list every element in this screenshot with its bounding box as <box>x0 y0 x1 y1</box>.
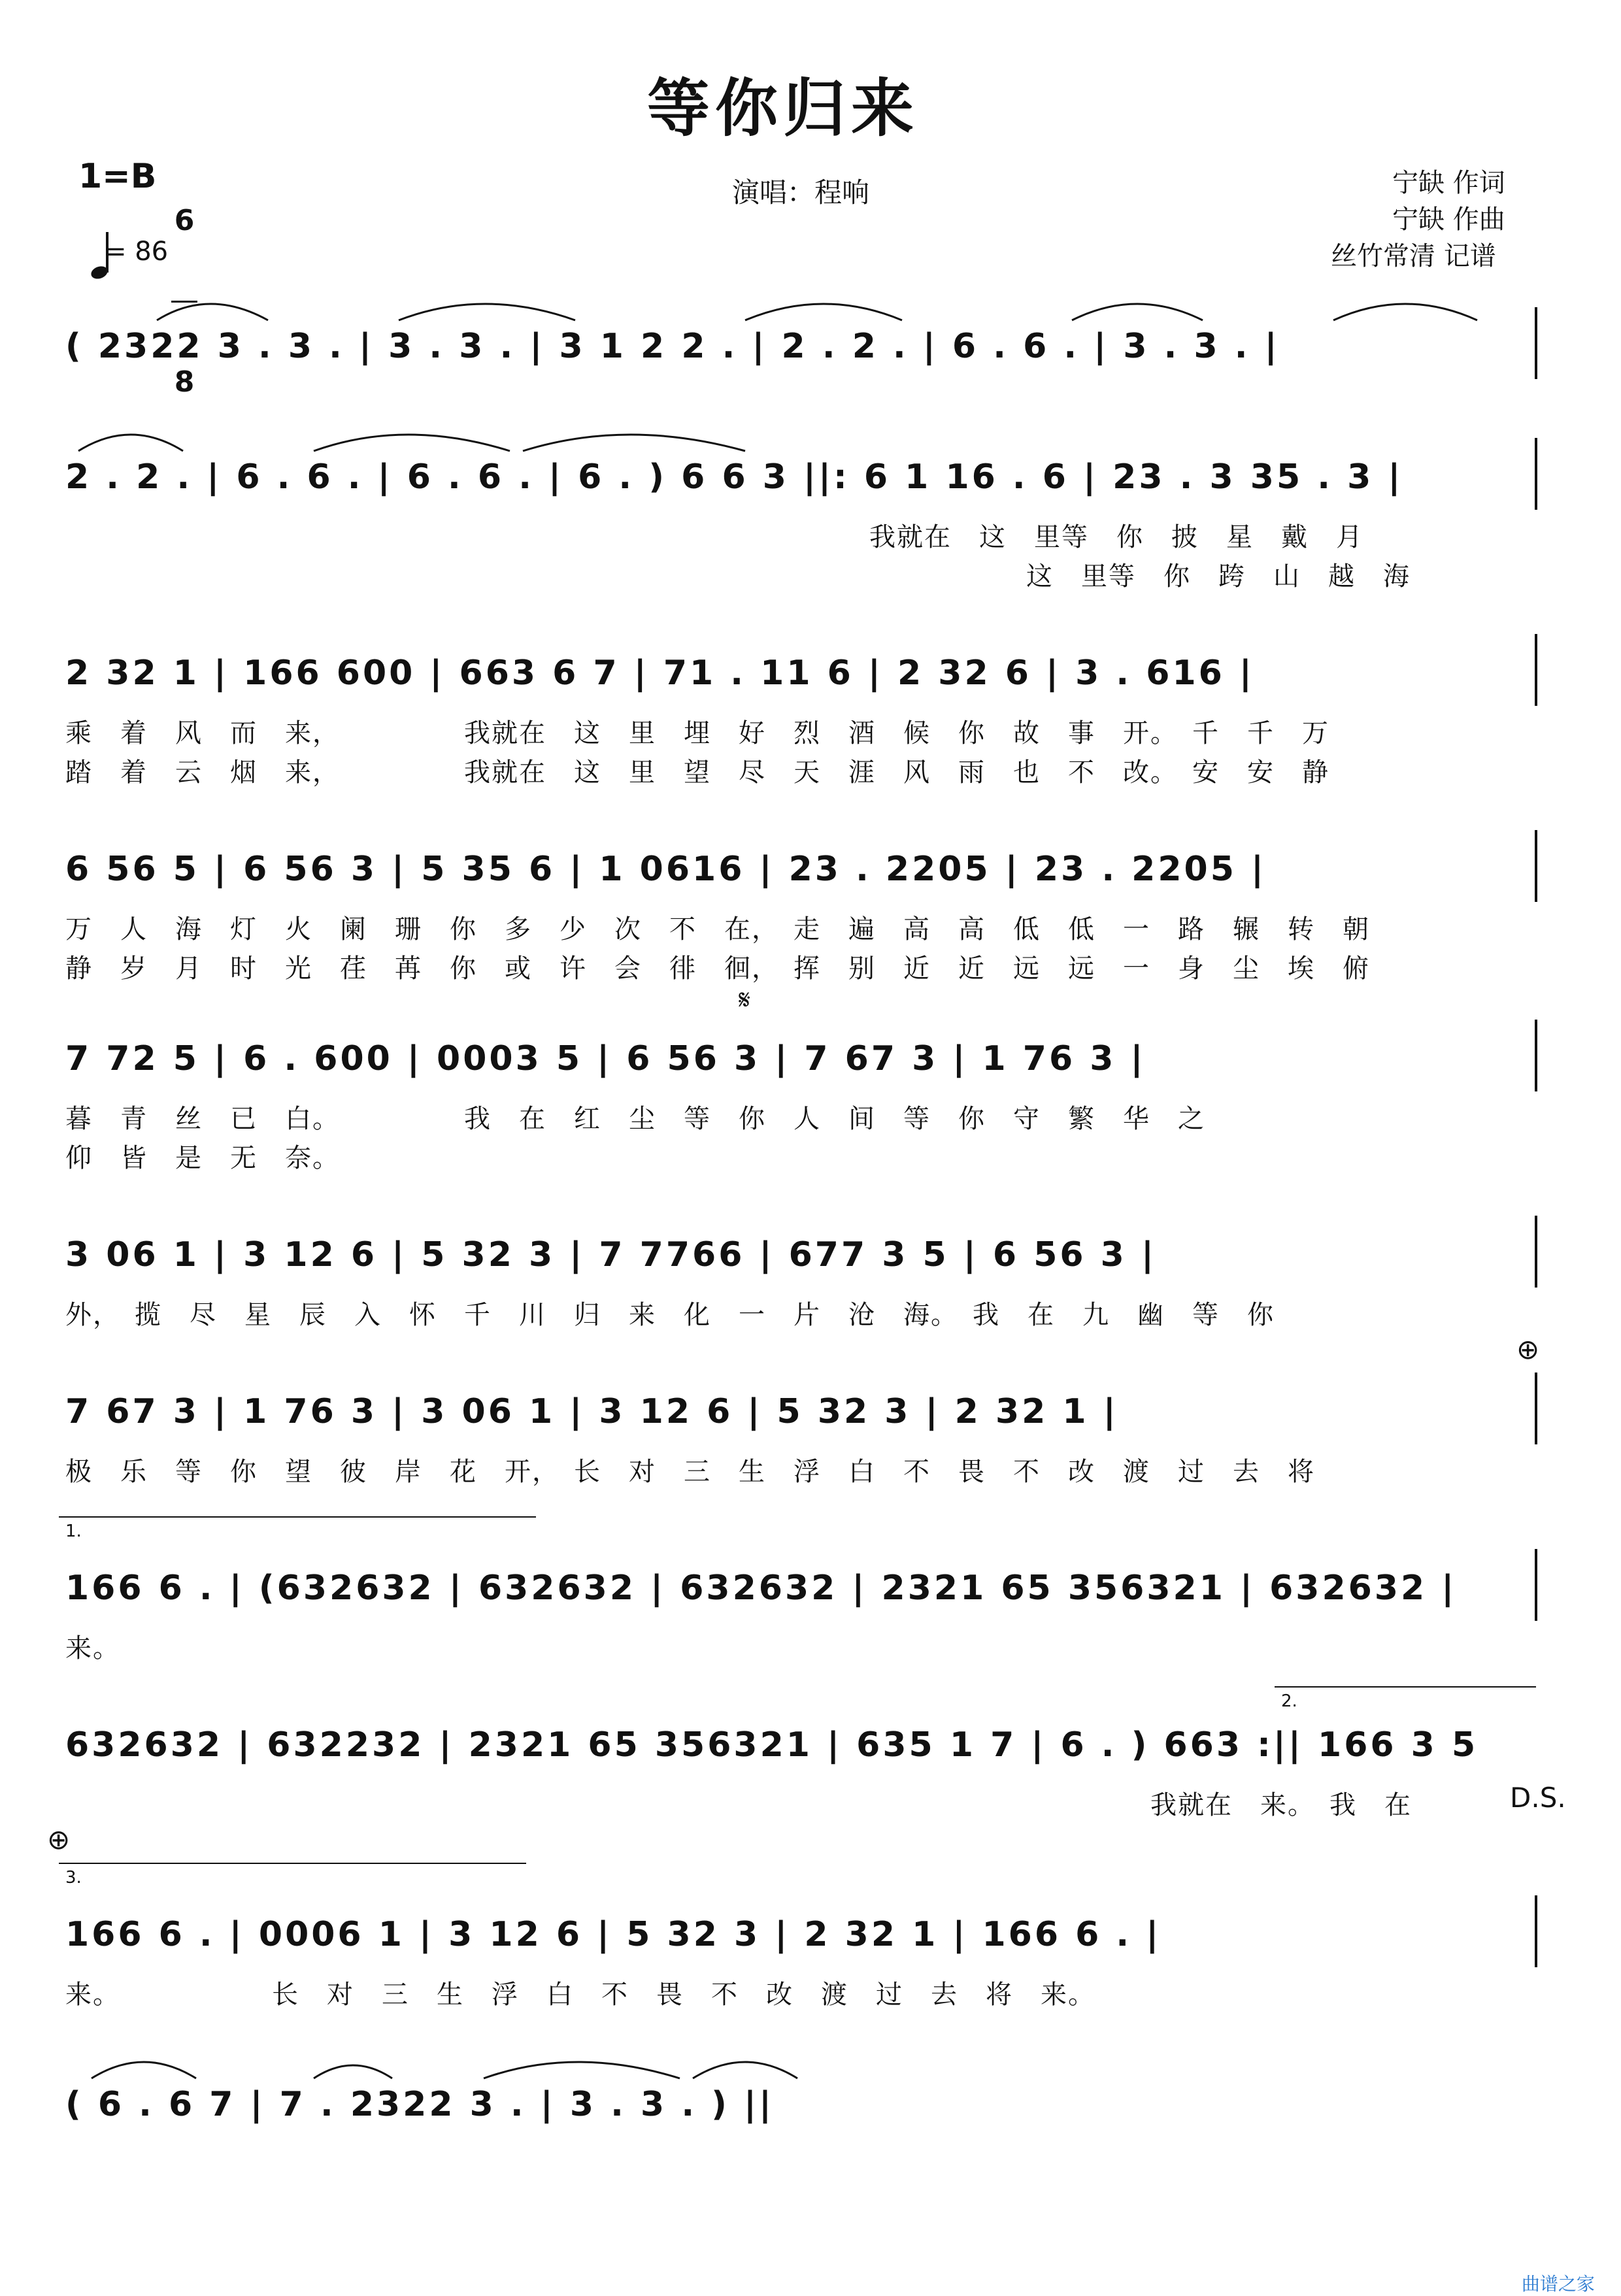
slur-arcs-row-1 <box>118 288 1556 327</box>
barline <box>1535 1020 1537 1091</box>
watermark-text: 曲谱之家 <box>1521 2273 1595 2295</box>
barline <box>1535 830 1537 902</box>
score-row-9-notes: 632632 | 632232 | 2321 65 356321 | 635 1 7 | 6 . ) 663 :|| 166 3 5 <box>65 1725 1479 1765</box>
score-title: 等你归来 <box>647 72 919 145</box>
slur-arcs-row-11 <box>65 2046 850 2085</box>
lyrics-row-2-verse-2: 这 里等 你 跨 山 越 海 <box>1026 561 1411 591</box>
barline <box>1535 1895 1537 1967</box>
slur-arcs-row-2 <box>65 418 850 458</box>
score-row-7-notes: 7 67 3 | 1 76 3 | 3 06 1 | 3 12 6 | 5 32 3 | 2 32 1 | <box>65 1392 1118 1431</box>
barline <box>1535 1549 1537 1621</box>
lyricist-credit: 宁缺 作词 <box>1392 168 1505 198</box>
volta-2-label: 2. <box>1281 1691 1297 1711</box>
score-row-1-notes: ( 2322 3 . 3 . | 3 . 3 . | 3 1 2 2 . | 2 . 2 . | 6 . 6 . | 3 . 3 . | <box>65 327 1280 366</box>
watermark-logo <box>1510 2248 1595 2296</box>
lyrics-row-10: 来。 长 对 三 生 浮 白 不 畏 不 改 渡 过 去 将 来。 <box>65 1980 1095 2010</box>
barline <box>1535 1216 1537 1288</box>
time-sig-bottom: 8 <box>174 365 195 399</box>
lyrics-row-9: 我就在 来。 我 在 <box>1150 1790 1412 1820</box>
volta-bracket-1 <box>59 1516 536 1518</box>
lyrics-row-5-verse-2: 仰 皆 是 无 奈。 <box>65 1143 340 1173</box>
volta-bracket-2 <box>1275 1686 1536 1688</box>
lyrics-row-4-verse-1: 万 人 海 灯 火 阑 珊 你 多 少 次 不 在， 走 遍 高 高 低 低 一 路 辗 转 朝 <box>65 914 1370 944</box>
volta-bracket-3 <box>59 1863 526 1864</box>
coda-icon: ⊕ <box>1516 1333 1540 1365</box>
coda-icon: ⊕ <box>47 1823 71 1855</box>
barline <box>1535 307 1537 379</box>
volta-3-label: 3. <box>65 1868 82 1888</box>
time-signature <box>171 142 197 429</box>
score-row-2-notes: 2 . 2 . | 6 . 6 . | 6 . 6 . | 6 . ) 6 6 3 ||: 6 1 16 . 6 | 23 . 3 35 . 3 | <box>65 458 1403 497</box>
lyrics-row-5-verse-1: 暮 青 丝 已 白。 我 在 红 尘 等 你 人 间 等 你 守 繁 华 之 <box>65 1104 1205 1134</box>
score-row-11-notes: ( 6 . 6 7 | 7 . 2322 3 . | 3 . 3 . ) || <box>65 2085 775 2124</box>
ds-marking: D.S. <box>1510 1782 1566 1814</box>
segno-icon: 𝄋 <box>739 984 751 1016</box>
score-row-6-notes: 3 06 1 | 3 12 6 | 5 32 3 | 7 7766 | 677 3 5 | 6 56 3 | <box>65 1235 1156 1274</box>
lyrics-row-8: 来。 <box>65 1633 120 1663</box>
barline <box>1535 1373 1537 1444</box>
transcriber-credit: 丝竹常清 记谱 <box>1331 241 1496 271</box>
score-row-3-notes: 2 32 1 | 166 600 | 663 6 7 | 71 . 11 6 | 2 32 6 | 3 . 616 | <box>65 654 1254 693</box>
key-signature: 1=B <box>78 157 157 196</box>
lyrics-row-2-verse-1: 我就在 这 里等 你 披 星 戴 月 <box>869 522 1363 552</box>
time-sig-top: 6 <box>174 204 195 237</box>
volta-1-label: 1. <box>65 1522 82 1541</box>
composer-credit: 宁缺 作曲 <box>1392 205 1505 235</box>
singer-credit: 演唱：程响 <box>732 176 870 208</box>
score-row-10-notes: 166 6 . | 0006 1 | 3 12 6 | 5 32 3 | 2 32 1 | 166 6 . | <box>65 1915 1161 1954</box>
lyrics-row-6: 外， 揽 尽 星 辰 入 怀 千 川 归 来 化 一 片 沧 海。 我 在 九 幽 等 你 <box>65 1300 1275 1330</box>
score-row-5-notes: 7 72 5 | 6 . 600 | 0003 5 | 6 56 3 | 7 67 3 | 1 76 3 | <box>65 1039 1146 1078</box>
tempo-marking: = 86 <box>105 237 169 267</box>
lyrics-row-3-verse-2: 踏 着 云 烟 来， 我就在 这 里 望 尽 天 涯 风 雨 也 不 改。 安 安 静 <box>65 757 1329 788</box>
barline <box>1535 634 1537 706</box>
lyrics-row-3-verse-1: 乘 着 风 而 来， 我就在 这 里 埋 好 烈 酒 候 你 故 事 开。 千 千 万 <box>65 718 1329 748</box>
barline <box>1535 438 1537 510</box>
lyrics-row-4-verse-2: 静 岁 月 时 光 荏 苒 你 或 许 会 徘 徊， 挥 别 近 近 远 远 一 身 尘 埃 俯 <box>65 954 1370 984</box>
score-row-4-notes: 6 56 5 | 6 56 3 | 5 35 6 | 1 0616 | 23 . 2205 | 23 . 2205 | <box>65 850 1267 889</box>
lyrics-row-7: 极 乐 等 你 望 彼 岸 花 开， 长 对 三 生 浮 白 不 畏 不 改 渡 过 去 将 <box>65 1457 1315 1487</box>
score-row-8-notes: 166 6 . | (632632 | 632632 | 632632 | 2321 65 356321 | 632632 | <box>65 1569 1457 1608</box>
